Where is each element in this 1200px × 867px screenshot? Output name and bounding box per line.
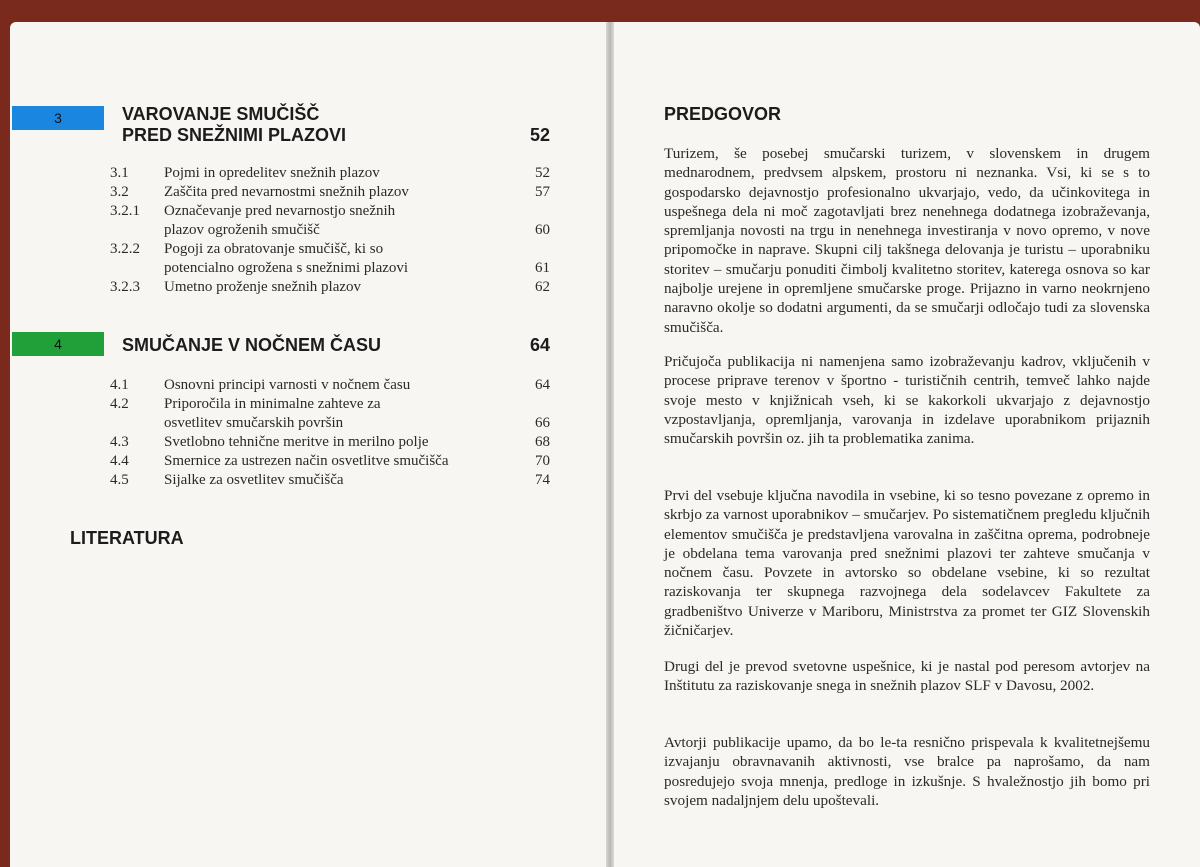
toc-entry-page: 62 (535, 279, 550, 295)
toc-entry-number: 3.1 (110, 165, 129, 181)
toc-entry-text: Umetno proženje snežnih plazov (164, 279, 362, 295)
chapter-3-title (122, 104, 346, 146)
toc-entry-page: 70 (535, 453, 550, 469)
toc-entry-text: Zaščita pred nevarnostmi snežnih plazov (164, 184, 409, 200)
toc-entry (110, 395, 550, 433)
chapter-4-tab: 4 (12, 332, 104, 356)
paragraph-2: Pričujoča publikacija ni namenjena samo izobraževanju kadrov, vključenih v procese priprave terenov v športno - turističnih centrih, temveč lahko najde svoje mesto v knjižnicah vseh, ki se kakorkoli ukvarjajo z dejavnostjo vzpostavljanja, opremljanja, varovanja in izdelave uporabnikom prijaznih smučarskih površin oz. jih ta problematika zanima. (664, 353, 1150, 448)
toc-entry-number: 4.3 (110, 434, 129, 450)
toc-entry-number: 4.5 (110, 472, 129, 488)
chapter-3-title-line1: VAROVANJE SMUČIŠČ (122, 104, 320, 124)
toc-entry-text: Osnovni principi varnosti v nočnem času (164, 377, 411, 393)
toc-entry-page: 64 (535, 377, 550, 393)
toc-entry (110, 376, 550, 395)
toc-entry-number: 4.4 (110, 453, 129, 469)
toc-entry-number: 3.2 (110, 184, 129, 200)
toc-entry (110, 433, 550, 452)
toc-entry-page: 61 (535, 260, 550, 276)
paragraph-3: Prvi del vsebuje ključna navodila in vsebine, ki so tesno povezane z opremo in skrbjo za varnost uporabnikov – smučarjev. Po sistematičnem pregledu ključnih elementov smučišča je predstavljena varovalna in zaščitna oprema, podrobneje je obdelana tema varovanja pred snežnimi plazovi ter zahteve smučanja v nočnem času. Povzete in avtorsko so obdelane vsebine, ki so rezultat raziskovanja ter skupnega razvojnega dela sodelavcev Fakultete za gradbeništvo Univerze v Mariboru, Ministrstva za promet ter GIZ Slovenskih žičničarjev. (664, 487, 1150, 640)
toc-entry-text: Sijalke za osvetlitev smučišča (164, 472, 344, 488)
toc-entry-page: 60 (535, 222, 550, 238)
chapter-4-title: SMUČANJE V NOČNEM ČASU (122, 335, 382, 355)
chapter-3-tab: 3 (12, 106, 104, 130)
toc-entry-text: Označevanje pred nevarnostjo snežnih plazov ogroženih smučišč (164, 203, 396, 238)
toc-entry-text: Pojmi in opredelitev snežnih plazov (164, 165, 380, 181)
toc-entry-number: 4.2 (110, 396, 129, 412)
toc-entry (110, 452, 550, 471)
chapter-3-title-line2: PRED SNEŽNIMI PLAZOVI (122, 125, 347, 145)
toc-entry-text: Priporočila in minimalne zahteve za osvetlitev smučarskih površin (164, 396, 381, 431)
toc-entry-number: 3.2.1 (110, 203, 140, 219)
toc-entry-text: Smernice za ustrezen način osvetlitve smučišča (164, 453, 449, 469)
book-spread (0, 22, 1200, 867)
toc-entry (110, 164, 550, 183)
right-page (612, 22, 1200, 867)
toc-entry-page: 57 (535, 184, 550, 200)
chapter-3-page: 52 (529, 125, 550, 145)
toc-entry (110, 278, 550, 297)
toc-entry (110, 183, 550, 202)
toc-entry-page: 52 (535, 165, 550, 181)
toc-entry-text: Svetlobno tehnične meritve in merilno polje (164, 434, 429, 450)
literatura-heading: LITERATURA (70, 528, 184, 548)
toc-entry-number: 4.1 (110, 377, 129, 393)
book-gutter (606, 22, 614, 867)
paragraph-1: Turizem, še posebej smučarski turizem, v slovenskem in drugem mednarodnem, predvsem alpskem, prostoru ni neznanka. Vsi, ki se s to gospodarsko dejavnostjo profesionalno ukvarjajo, vedo, da učinkovitega in uspešnega dela ni moč zagotavljati brez nenehnega dodatnega izobraževanja, spremljanja novosti na trgu in nenehnega investiranja v novo opremo, v nove pripomočke in naprave. Skupni cilj takšnega delovanja je turistu – uporabniku storitev – smučarju ponuditi čimbolj kvalitetno storitev, katerega osnova so kar najbolje urejene in opremljene smučarske proge. Prijazno in varno neokrnjeno naravno okolje so dodatni argumenti, da se smučarji odločajo tudi za slovenska smučišča. (664, 145, 1150, 336)
left-page (10, 22, 608, 867)
paragraph-5: Avtorji publikacije upamo, da bo le-ta resnično prispevala k kvalitetnejšemu izvajanju obravnavanih aktivnosti, vse bralce pa naprošamo, da nam posredujejo svoja mnenja, predloge in izkušnje. S hvaležnostjo jih bomo pri svojem nadaljnjem delu upoštevali. (664, 734, 1150, 809)
toc-entry (110, 471, 550, 490)
chapter-4-page: 64 (529, 335, 550, 355)
toc-entry-text: Pogoji za obratovanje smučišč, ki so potencialno ogrožena s snežnimi plazovi (164, 241, 409, 276)
toc-entry (110, 240, 550, 278)
toc-entry-page: 66 (535, 415, 550, 431)
toc-entry-page: 68 (535, 434, 550, 450)
toc-entry-page: 74 (535, 472, 550, 488)
paragraph-4: Drugi del je prevod svetovne uspešnice, ki je nastal pod peresom avtorjev na Inštitutu za raziskovanje snega in snežnih plazov SLF v Davosu, 2002. (664, 658, 1150, 695)
predgovor-title: PREDGOVOR (664, 104, 782, 124)
toc-entry (110, 202, 550, 240)
toc-entry-number: 3.2.2 (110, 241, 140, 257)
toc-entry-number: 3.2.3 (110, 279, 140, 295)
